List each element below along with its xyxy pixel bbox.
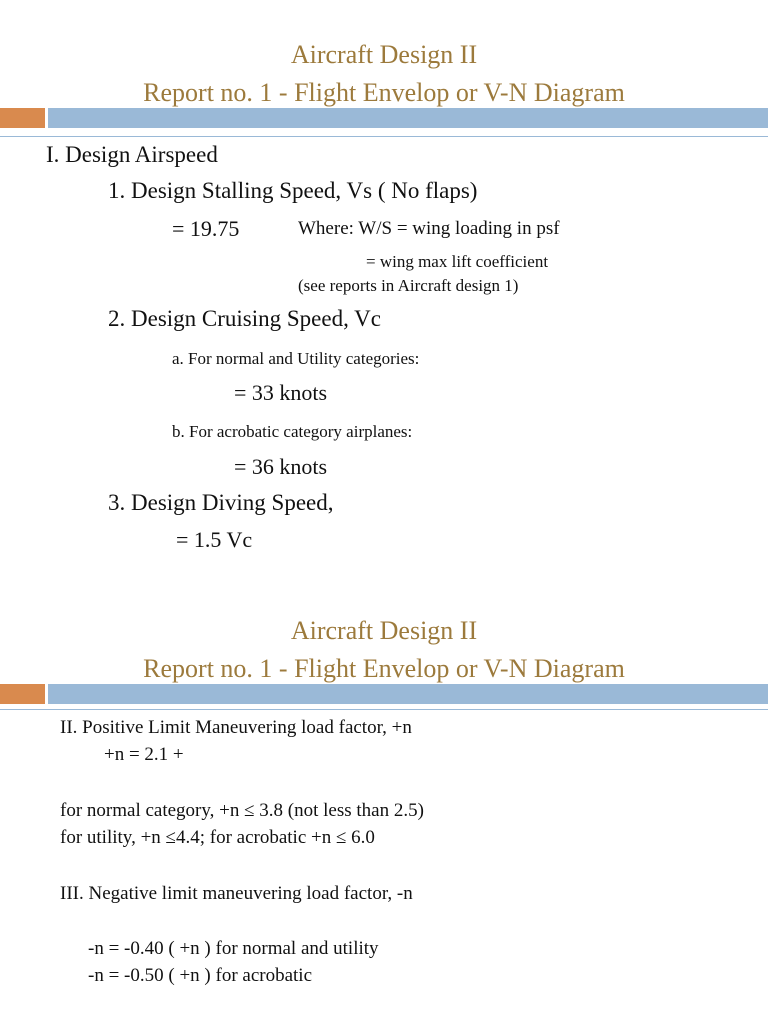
title-bar: [0, 684, 768, 704]
list-item: 1. Design Stalling Speed, Vs ( No flaps): [108, 178, 478, 203]
slide-title: Aircraft Design II: [290, 40, 478, 69]
title-bar-band: [48, 108, 768, 128]
value-text: = 1.5 Vc: [176, 527, 253, 552]
sub-item: b. For acrobatic category airplanes:: [172, 422, 413, 441]
title-bar-accent: [0, 108, 45, 128]
title-bar-accent: [0, 684, 45, 704]
slide-title: Aircraft Design II: [290, 616, 478, 645]
value-text: = 19.75: [172, 216, 240, 241]
value-text: = 33 knots: [234, 380, 328, 405]
slide-subtitle: Report no. 1 - Flight Envelop or V-N Diagram: [143, 654, 625, 683]
formula-text: +n = 2.1 +: [104, 744, 184, 765]
section-heading: II. Positive Limit Maneuvering load factor, +n: [60, 717, 412, 738]
divider-line: [0, 709, 768, 710]
formula-text: -n = -0.50 ( +n ) for acrobatic: [88, 965, 313, 986]
sub-item: a. For normal and Utility categories:: [172, 349, 420, 368]
value-text: = 36 knots: [234, 454, 328, 479]
note-text: = wing max lift coefficient: [366, 252, 549, 271]
body-text: for normal category, +n ≤ 3.8 (not less than 2.5): [60, 800, 424, 821]
divider-line: [0, 136, 768, 137]
body-text: for utility, +n ≤4.4; for acrobatic +n ≤ 6.0: [60, 827, 375, 848]
list-item: 3. Design Diving Speed,: [108, 490, 334, 515]
note-text: (see reports in Aircraft design 1): [298, 276, 519, 295]
section-heading: I. Design Airspeed: [46, 142, 218, 167]
slide-subtitle: Report no. 1 - Flight Envelop or V-N Diagram: [143, 78, 625, 107]
title-bar-band: [48, 684, 768, 704]
slide-2: [0, 576, 768, 1024]
list-item: 2. Design Cruising Speed, Vc: [108, 306, 382, 331]
note-text: Where: W/S = wing loading in psf: [298, 218, 560, 239]
section-heading: III. Negative limit maneuvering load factor, -n: [60, 883, 413, 904]
title-bar: [0, 108, 768, 128]
formula-text: -n = -0.40 ( +n ) for normal and utility: [88, 938, 379, 959]
